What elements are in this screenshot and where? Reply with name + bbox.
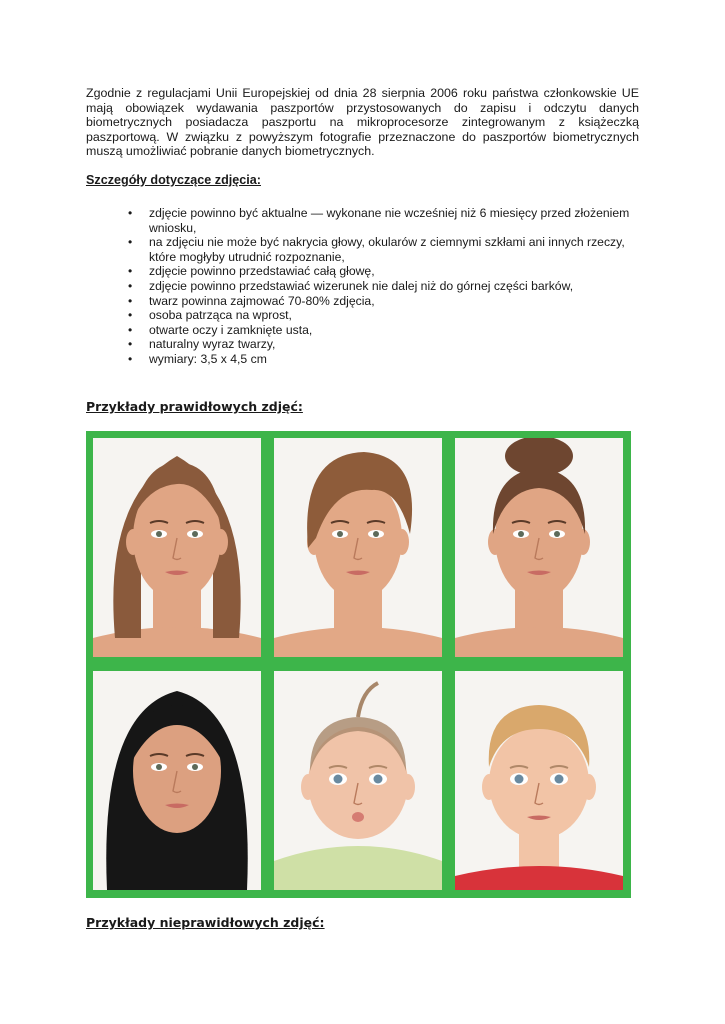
requirement-item: [128, 264, 633, 279]
iris: [555, 775, 564, 784]
requirement-item: [128, 294, 633, 309]
requirement-text: zdjęcie powinno przedstawiać całą głowę,: [149, 264, 375, 279]
incorrect-examples-heading: Przykłady nieprawidłowych zdjęć:: [86, 915, 325, 930]
passport-photo-woman-hair-bun: [455, 438, 623, 657]
iris: [337, 531, 343, 537]
ear: [395, 529, 409, 555]
shirt: [455, 866, 623, 890]
iris: [554, 531, 560, 537]
requirement-text: osoba patrząca na wprost,: [149, 308, 292, 323]
ear: [482, 774, 496, 800]
portrait-illustration: [274, 671, 442, 890]
iris: [192, 764, 198, 770]
shoulders: [455, 627, 623, 657]
bullet-icon: •: [128, 293, 133, 308]
passport-photo-baby: [274, 671, 442, 890]
requirement-item: [128, 337, 633, 352]
portrait-illustration: [455, 438, 623, 657]
bullet-icon: •: [128, 308, 133, 323]
correct-photos-grid: [86, 431, 631, 898]
ear: [576, 529, 590, 555]
iris: [373, 531, 379, 537]
iris: [515, 775, 524, 784]
bullet-icon: •: [128, 351, 133, 366]
requirement-item: [128, 206, 633, 235]
ear: [214, 529, 228, 555]
portrait-illustration: [93, 671, 261, 890]
iris: [374, 775, 383, 784]
bullet-icon: •: [128, 235, 133, 250]
portrait-illustration: [274, 438, 442, 657]
requirements-list: [128, 206, 633, 367]
iris: [156, 531, 162, 537]
intro-paragraph: Zgodnie z regulacjami Unii Europejskiej od dnia 28 sierpnia 2006 roku państwa członkowskie UE mają obowiązek wydawania paszportów przystosowanych do zapisu i odczytu danych biometrycznych posiadacza paszportu na mikroprocesorze zintegrowanym z książeczką paszportową. W związku z powyższym fotografie przeznaczone do paszportów biometrycznych muszą umożliwiać pobranie danych biometrycznych.: [86, 86, 639, 159]
requirement-text: otwarte oczy i zamknięte usta,: [149, 322, 313, 337]
requirement-item: [128, 279, 633, 294]
passport-photo-woman-long-hair: [93, 438, 261, 657]
ear: [126, 529, 140, 555]
requirement-item: [128, 323, 633, 338]
requirement-text: wymiary: 3,5 x 4,5 cm: [149, 351, 267, 366]
requirement-text: naturalny wyraz twarzy,: [149, 337, 276, 352]
ear: [582, 774, 596, 800]
bullet-icon: •: [128, 337, 133, 352]
iris: [518, 531, 524, 537]
correct-examples-heading: Przykłady prawidłowych zdjęć:: [86, 399, 303, 414]
requirement-item: [128, 308, 633, 323]
shoulders: [274, 627, 442, 657]
shirt: [274, 846, 442, 890]
iris: [156, 764, 162, 770]
bullet-icon: •: [128, 264, 133, 279]
mouth: [352, 812, 364, 822]
iris: [192, 531, 198, 537]
ear: [301, 774, 315, 800]
requirement-text: zdjęcie powinno przedstawiać wizerunek nie dalej niż do górnej części barków,: [149, 278, 574, 293]
ear: [401, 774, 415, 800]
photo-details-heading: Szczegóły dotyczące zdjęcia:: [86, 173, 261, 187]
requirement-text: na zdjęciu nie może być nakrycia głowy, okularów z ciemnymi szkłami ani innych rzeczy, które mogłyby utrudnić rozpoznanie,: [149, 235, 625, 264]
passport-photo-woman-short-hair: [274, 438, 442, 657]
requirement-item: [128, 352, 633, 367]
portrait-illustration: [455, 671, 623, 890]
ear: [488, 529, 502, 555]
bullet-icon: •: [128, 322, 133, 337]
passport-photo-young-boy: [455, 671, 623, 890]
hair-tuft: [358, 683, 378, 717]
iris: [334, 775, 343, 784]
bullet-icon: •: [128, 206, 133, 220]
portrait-illustration: [93, 438, 261, 657]
bullet-icon: •: [128, 278, 133, 293]
requirement-item: [128, 235, 633, 264]
requirement-text: zdjęcie powinno być aktualne — wykonane nie wcześniej niż 6 miesięcy przed złożeniem wniosku,: [149, 206, 630, 235]
requirement-text: twarz powinna zajmować 70-80% zdjęcia,: [149, 293, 375, 308]
passport-photo-woman-headscarf: [93, 671, 261, 890]
